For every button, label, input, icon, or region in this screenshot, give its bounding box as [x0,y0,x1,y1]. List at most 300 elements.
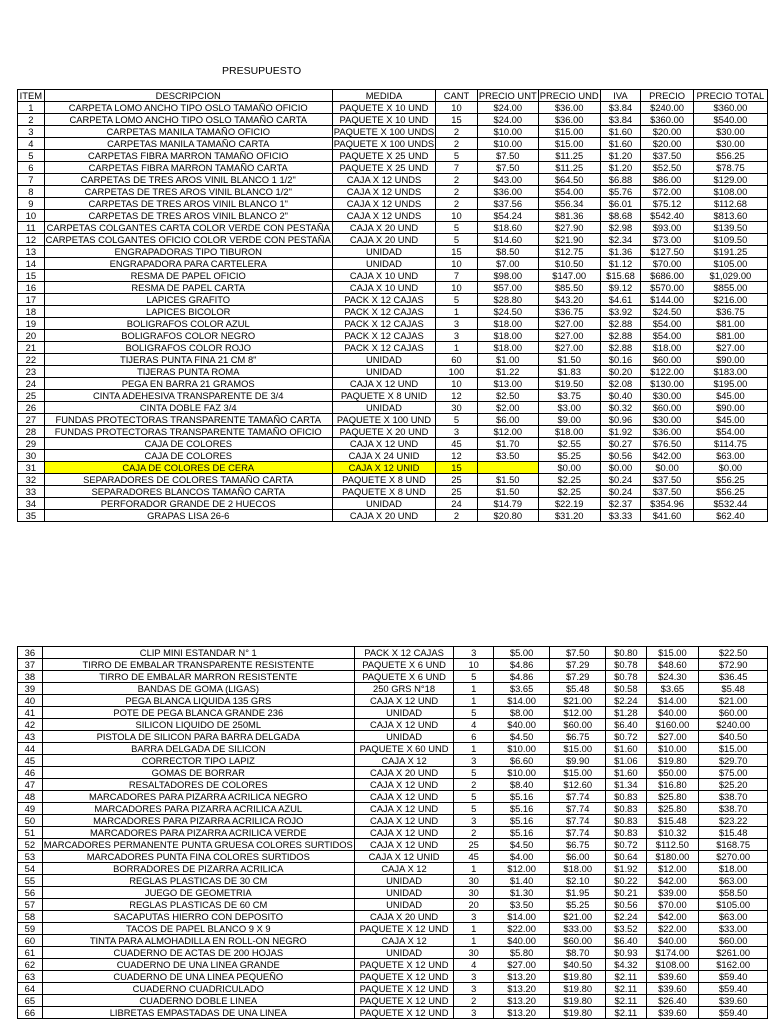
cell-cant[interactable]: 5 [454,767,494,779]
cell-medida[interactable]: CAJA X 12 UND [354,719,453,731]
cell-precio-total[interactable]: $81.00 [693,318,767,330]
cell-precio-total[interactable]: $90.00 [693,402,767,414]
cell-precio-und[interactable]: $7.50 [550,647,606,659]
cell-iva[interactable]: $0.16 [600,354,641,366]
cell-medida[interactable]: CAJA X 12 UND [332,438,435,450]
cell-item[interactable]: 27 [18,414,45,426]
cell-precio[interactable]: $240.00 [641,102,694,114]
cell-precio-unt[interactable]: $7.50 [477,150,538,162]
cell-medida[interactable]: PAQUETE X 100 UNDS [333,138,435,149]
cell-item[interactable]: 50 [18,815,43,827]
cell-medida[interactable]: PACK X 12 CAJAS [332,306,435,318]
cell-descripcion[interactable]: CARPETAS DE TRES AROS VINIL BLANCO 1 1/2" [44,174,332,186]
cell-item[interactable]: 24 [18,378,45,390]
cell-precio[interactable]: $76.50 [641,438,694,450]
cell-precio-unt[interactable]: $24.50 [477,306,538,318]
cell-precio[interactable]: $86.00 [641,174,694,186]
cell-item[interactable]: 44 [18,743,43,755]
cell-medida[interactable]: PAQUETE X 12 UND [354,995,453,1007]
cell-iva[interactable]: $0.72 [606,731,646,743]
cell-precio[interactable]: $570.00 [641,282,694,294]
cell-precio-total[interactable]: $38.70 [699,791,768,803]
cell-precio-und[interactable]: $7.29 [550,671,606,683]
cell-precio-total[interactable]: $813.60 [693,210,767,222]
cell-iva[interactable]: $1.92 [600,426,641,438]
cell-descripcion[interactable]: CAJA DE COLORES [44,450,332,462]
cell-iva[interactable]: $0.32 [600,402,641,414]
cell-medida[interactable]: PAQUETE X 10 UND [332,102,435,114]
cell-item[interactable]: 6 [18,162,45,174]
cell-iva[interactable]: $0.83 [606,827,646,839]
cell-descripcion[interactable]: GRAPAS LISA 26-6 [44,510,332,522]
cell-precio[interactable]: $25.80 [646,803,699,815]
cell-descripcion[interactable]: CARPETA LOMO ANCHO TIPO OSLO TAMAÑO OFICIO [44,102,332,114]
cell-precio-total[interactable]: $60.00 [699,935,768,947]
cell-medida[interactable]: UNIDAD [354,899,453,911]
cell-precio-und[interactable]: $15.00 [538,138,600,150]
cell-precio-und[interactable]: $3.75 [538,390,600,402]
cell-precio-total[interactable]: $270.00 [699,851,768,863]
cell-iva[interactable]: $2.37 [600,498,641,510]
cell-cant[interactable]: 10 [454,659,494,671]
cell-precio[interactable]: $160.00 [646,719,699,731]
cell-descripcion[interactable]: ENGRAPADORAS TIPO TIBURON [44,246,332,258]
cell-iva[interactable]: $3.33 [600,510,641,522]
cell-medida[interactable]: PAQUETE X 12 UND [354,971,453,983]
cell-item[interactable]: 14 [18,258,45,270]
cell-descripcion[interactable]: PERFORADOR GRANDE DE 2 HUECOS [44,498,332,510]
cell-precio-unt[interactable]: $13.20 [494,971,550,983]
cell-descripcion[interactable]: CARPETAS DE TRES AROS VINIL BLANCO 2" [44,210,332,222]
cell-precio-total[interactable]: $45.00 [693,390,767,402]
cell-medida[interactable]: PAQUETE X 12 UND [354,1007,453,1019]
cell-cant[interactable]: 15 [436,462,478,474]
cell-precio-unt[interactable]: $6.00 [477,414,538,426]
cell-precio-und[interactable]: $31.20 [538,510,600,522]
cell-iva[interactable]: $1.92 [606,863,646,875]
cell-descripcion[interactable]: LIBRETAS EMPASTADAS DE UNA LINEA [42,1007,354,1019]
cell-descripcion[interactable]: SILICON LIQUIDO DE 250ML [42,719,354,731]
cell-precio-total[interactable]: $62.40 [693,510,767,522]
cell-precio-total[interactable]: $30.00 [693,138,767,150]
cell-iva[interactable]: $2.34 [600,234,641,246]
cell-precio-und[interactable]: $27.90 [538,222,600,234]
cell-iva[interactable]: $0.21 [606,887,646,899]
cell-descripcion[interactable]: REGLAS PLASTICAS DE 30 CM [42,875,354,887]
cell-iva[interactable]: $1.12 [600,258,641,270]
cell-cant[interactable]: 45 [454,851,494,863]
cell-cant[interactable]: 2 [454,995,494,1007]
cell-medida[interactable]: CAJA X 20 UND [354,767,453,779]
cell-descripcion[interactable]: SEPARADORES DE COLORES TAMAÑO CARTA [44,474,332,486]
cell-iva[interactable]: $0.20 [600,366,641,378]
cell-iva[interactable]: $2.88 [600,330,641,342]
cell-iva[interactable]: $3.84 [600,114,641,126]
cell-item[interactable]: 2 [18,114,45,126]
cell-precio-total[interactable]: $5.48 [699,683,768,695]
cell-precio-und[interactable]: $7.74 [550,827,606,839]
cell-descripcion[interactable]: MARCADORES PERMANENTE PUNTA GRUESA COLORES SURTIDOS [43,839,353,850]
cell-item[interactable]: 47 [18,779,43,791]
cell-precio-unt[interactable]: $13.20 [494,1007,550,1019]
cell-item[interactable]: 35 [18,510,45,522]
cell-cant[interactable]: 1 [454,683,494,695]
cell-precio-unt[interactable]: $12.00 [494,863,550,875]
cell-medida[interactable]: CAJA X 20 UND [332,222,435,234]
cell-precio-unt[interactable]: $2.00 [477,402,538,414]
cell-precio-und[interactable]: $7.74 [550,791,606,803]
cell-medida[interactable]: 250 GRS N°18 [354,683,453,695]
cell-precio[interactable]: $27.00 [646,731,699,743]
cell-precio-und[interactable]: $21.90 [538,234,600,246]
cell-cant[interactable]: 30 [454,947,494,959]
cell-precio-und[interactable]: $22.19 [538,498,600,510]
cell-descripcion[interactable]: CARPETAS DE TRES AROS VINIL BLANCO 1" [44,198,332,210]
cell-medida[interactable]: UNIDAD [332,354,435,366]
cell-precio-und[interactable]: $27.00 [538,318,600,330]
cell-precio[interactable]: $122.00 [641,366,694,378]
cell-precio-unt[interactable]: $10.00 [494,767,550,779]
cell-cant[interactable]: 60 [436,354,478,366]
cell-precio[interactable]: $22.00 [646,923,699,935]
cell-item[interactable]: 40 [18,695,43,707]
cell-medida[interactable]: CAJA X 12 [354,863,453,875]
cell-descripcion[interactable]: FUNDAS PROTECTORAS TRANSPARENTE TAMAÑO OFICIO [44,426,332,438]
cell-cant[interactable]: 1 [454,935,494,947]
cell-precio-total[interactable]: $58.50 [699,887,768,899]
cell-precio-total[interactable]: $112.68 [693,198,767,210]
cell-medida[interactable]: UNIDAD [332,246,435,258]
cell-cant[interactable]: 5 [454,803,494,815]
cell-precio-total[interactable]: $22.50 [699,647,768,659]
cell-precio[interactable]: $16.80 [646,779,699,791]
cell-precio-unt[interactable]: $5.16 [494,815,550,827]
cell-item[interactable]: 28 [18,426,45,438]
cell-item[interactable]: 21 [18,342,45,354]
cell-iva[interactable]: $0.24 [600,474,641,486]
cell-medida[interactable]: CAJA X 10 UND [332,282,435,294]
cell-precio-unt[interactable]: $54.24 [477,210,538,222]
cell-precio-total[interactable]: $45.00 [693,414,767,426]
cell-descripcion[interactable]: TIRRO DE EMBALAR TRANSPARENTE RESISTENTE [42,659,354,671]
cell-precio-unt[interactable]: $4.50 [494,731,550,743]
cell-precio-unt[interactable]: $2.50 [477,390,538,402]
cell-iva[interactable]: $0.40 [600,390,641,402]
cell-precio-und[interactable]: $36.75 [538,306,600,318]
cell-cant[interactable]: 3 [454,971,494,983]
cell-item[interactable]: 55 [18,875,43,887]
cell-medida[interactable]: CAJA X 12 UNID [354,851,453,863]
cell-precio-unt[interactable]: $18.60 [477,222,538,234]
cell-item[interactable]: 17 [18,294,45,306]
cell-precio-unt[interactable]: $24.00 [477,102,538,114]
cell-iva[interactable]: $2.88 [600,318,641,330]
cell-cant[interactable]: 5 [436,294,478,306]
cell-precio[interactable]: $60.00 [641,402,694,414]
cell-descripcion[interactable]: CAJA DE COLORES DE CERA [44,462,332,474]
cell-descripcion[interactable]: MARCADORES PARA PIZARRA ACRILICA ROJO [42,815,354,827]
cell-precio-und[interactable]: $6.75 [550,731,606,743]
cell-precio-total[interactable]: $108.00 [693,186,767,198]
cell-precio-unt[interactable]: $13.00 [477,378,538,390]
cell-precio-und[interactable]: $60.00 [550,935,606,947]
cell-item[interactable]: 63 [18,971,43,983]
cell-precio[interactable]: $20.00 [641,138,694,150]
cell-medida[interactable]: CAJA X 12 UND [354,815,453,827]
cell-precio[interactable]: $40.00 [646,707,699,719]
cell-item[interactable]: 66 [18,1007,43,1019]
cell-precio-und[interactable]: $5.48 [550,683,606,695]
cell-item[interactable]: 1 [18,102,45,114]
cell-item[interactable]: 20 [18,330,45,342]
cell-iva[interactable]: $1.20 [600,150,641,162]
cell-descripcion[interactable]: RESMA DE PAPEL OFICIO [44,270,332,282]
cell-item[interactable]: 19 [18,318,45,330]
cell-precio-und[interactable]: $6.75 [550,839,606,851]
cell-precio-und[interactable]: $27.00 [538,330,600,342]
cell-precio-und[interactable]: $11.25 [538,150,600,162]
cell-precio-total[interactable]: $27.00 [693,342,767,354]
cell-cant[interactable]: 4 [454,719,494,731]
cell-descripcion[interactable]: GOMAS DE BORRAR [42,767,354,779]
cell-descripcion[interactable]: TIJERAS PUNTA ROMA [44,366,332,378]
cell-precio-unt[interactable]: $4.86 [494,659,550,671]
cell-precio-und[interactable]: $15.00 [538,126,600,138]
cell-descripcion[interactable]: PISTOLA DE SILICON PARA BARRA DELGADA [42,731,354,743]
cell-descripcion[interactable]: CARPETA LOMO ANCHO TIPO OSLO TAMAÑO CARTA [44,114,332,126]
cell-iva[interactable]: $0.24 [600,486,641,498]
cell-precio[interactable]: $37.50 [641,150,694,162]
cell-precio[interactable]: $144.00 [641,294,694,306]
cell-precio-total[interactable]: $56.25 [693,486,767,498]
cell-cant[interactable]: 2 [436,174,478,186]
cell-precio-total[interactable]: $21.00 [699,695,768,707]
cell-item[interactable]: 39 [18,683,43,695]
cell-iva[interactable]: $0.93 [606,947,646,959]
cell-cant[interactable]: 25 [436,486,478,498]
cell-cant[interactable]: 100 [436,366,478,378]
cell-precio-unt[interactable]: $18.00 [477,330,538,342]
cell-precio-und[interactable]: $18.00 [550,863,606,875]
cell-medida[interactable]: PAQUETE X 60 UND [354,743,453,755]
cell-precio-total[interactable]: $18.00 [699,863,768,875]
cell-cant[interactable]: 3 [454,983,494,995]
cell-cant[interactable]: 3 [454,647,494,659]
cell-precio[interactable]: $24.30 [646,671,699,683]
cell-iva[interactable]: $1.20 [600,162,641,174]
cell-precio[interactable]: $40.00 [646,935,699,947]
cell-precio[interactable]: $70.00 [641,258,694,270]
cell-medida[interactable]: PACK X 12 CAJAS [332,330,435,342]
cell-precio-und[interactable]: $10.50 [538,258,600,270]
cell-iva[interactable]: $2.11 [606,995,646,1007]
cell-descripcion[interactable]: CINTA ADEHESIVA TRANSPARENTE DE 3/4 [44,390,332,402]
cell-medida[interactable]: PAQUETE X 6 UND [354,659,453,671]
cell-precio-unt[interactable]: $98.00 [477,270,538,282]
cell-precio-total[interactable]: $30.00 [693,126,767,138]
cell-precio-unt[interactable]: $6.60 [494,755,550,767]
cell-precio-unt[interactable]: $37.56 [477,198,538,210]
cell-descripcion[interactable]: MARCADORES PARA PIZARRA ACRILICA AZUL [42,803,354,815]
cell-precio[interactable]: $180.00 [646,851,699,863]
cell-cant[interactable]: 4 [454,959,494,971]
cell-precio-und[interactable]: $19.80 [550,1007,606,1019]
cell-item[interactable]: 25 [18,390,45,402]
cell-item[interactable]: 54 [18,863,43,875]
cell-precio-und[interactable]: $19.50 [538,378,600,390]
cell-iva[interactable]: $2.24 [606,695,646,707]
cell-precio-und[interactable]: $21.00 [550,695,606,707]
cell-precio-unt[interactable]: $8.00 [494,707,550,719]
cell-iva[interactable]: $1.60 [600,126,641,138]
cell-precio[interactable]: $18.00 [641,342,694,354]
cell-precio-total[interactable]: $0.00 [693,462,767,474]
cell-medida[interactable]: PAQUETE X 10 UND [332,114,435,126]
cell-precio-unt[interactable]: $3.50 [477,450,538,462]
cell-precio-unt[interactable] [477,462,538,474]
cell-medida[interactable]: CAJA X 12 UNDS [332,174,435,186]
cell-item[interactable]: 32 [18,474,45,486]
cell-medida[interactable]: PAQUETE X 100 UNDS [333,126,435,137]
cell-iva[interactable]: $0.96 [600,414,641,426]
cell-precio-und[interactable]: $2.25 [538,486,600,498]
cell-precio-total[interactable]: $63.00 [693,450,767,462]
cell-item[interactable]: 22 [18,354,45,366]
cell-precio-total[interactable]: $261.00 [699,947,768,959]
cell-iva[interactable]: $1.28 [606,707,646,719]
cell-item[interactable]: 15 [18,270,45,282]
cell-iva[interactable]: $0.27 [600,438,641,450]
cell-iva[interactable]: $1.60 [600,138,641,150]
cell-iva[interactable]: $2.08 [600,378,641,390]
cell-descripcion[interactable]: CARPETAS COLGANTES CARTA COLOR VERDE CON PESTAÑA [44,222,332,234]
cell-item[interactable]: 7 [18,174,45,186]
cell-medida[interactable]: UNIDAD [332,498,435,510]
cell-precio-und[interactable]: $21.00 [550,911,606,923]
cell-precio-unt[interactable]: $20.80 [477,510,538,522]
cell-precio-unt[interactable]: $7.50 [477,162,538,174]
cell-iva[interactable]: $2.11 [606,971,646,983]
cell-medida[interactable]: PAQUETE X 12 UND [354,983,453,995]
cell-precio-total[interactable]: $855.00 [693,282,767,294]
cell-iva[interactable]: $2.11 [606,1007,646,1019]
cell-precio-und[interactable]: $33.00 [550,923,606,935]
cell-iva[interactable]: $6.40 [606,935,646,947]
cell-precio[interactable]: $30.00 [641,414,694,426]
cell-descripcion[interactable]: TIJERAS PUNTA FINA 21 CM 8" [44,354,332,366]
cell-precio-unt[interactable]: $14.60 [477,234,538,246]
cell-iva[interactable]: $0.00 [600,462,641,474]
cell-cant[interactable]: 3 [454,911,494,923]
cell-item[interactable]: 60 [18,935,43,947]
cell-precio-unt[interactable]: $5.16 [494,827,550,839]
cell-precio-total[interactable]: $15.00 [699,743,768,755]
cell-precio-und[interactable]: $12.60 [550,779,606,791]
cell-item[interactable]: 49 [18,803,43,815]
cell-precio[interactable]: $39.60 [646,971,699,983]
cell-precio-total[interactable]: $59.40 [699,983,768,995]
cell-medida[interactable]: PAQUETE X 25 UND [332,150,435,162]
cell-item[interactable]: 43 [18,731,43,743]
cell-item[interactable]: 34 [18,498,45,510]
cell-item[interactable]: 57 [18,899,43,911]
cell-precio[interactable]: $10.32 [646,827,699,839]
cell-precio[interactable]: $39.60 [646,983,699,995]
cell-precio-und[interactable]: $1.95 [550,887,606,899]
cell-precio-total[interactable]: $36.75 [693,306,767,318]
cell-descripcion[interactable]: PEGA EN BARRA 21 GRAMOS [44,378,332,390]
cell-descripcion[interactable]: MARCADORES PARA PIZARRA ACRILICA VERDE [42,827,354,839]
cell-precio-und[interactable]: $147.00 [538,270,600,282]
cell-precio-und[interactable]: $12.75 [538,246,600,258]
cell-medida[interactable]: PAQUETE X 100 UND [332,414,435,426]
cell-descripcion[interactable]: FUNDAS PROTECTORAS TRANSPARENTE TAMAÑO CARTA [44,414,332,426]
cell-item[interactable]: 23 [18,366,45,378]
cell-cant[interactable]: 5 [436,150,478,162]
cell-precio[interactable]: $14.00 [646,695,699,707]
cell-medida[interactable]: PAQUETE X 25 UND [332,162,435,174]
cell-descripcion[interactable]: BOLIGRAFOS COLOR AZUL [44,318,332,330]
cell-precio-unt[interactable]: $36.00 [477,186,538,198]
cell-item[interactable]: 12 [18,234,45,246]
cell-iva[interactable]: $0.83 [606,803,646,815]
cell-medida[interactable]: PAQUETE X 12 UND [354,923,453,935]
cell-precio-und[interactable]: $7.74 [550,815,606,827]
cell-precio-total[interactable]: $129.00 [693,174,767,186]
cell-descripcion[interactable]: MARCADORES PARA PIZARRA ACRILICA NEGRO [42,791,354,803]
cell-iva[interactable]: $0.56 [606,899,646,911]
cell-item[interactable]: 61 [18,947,43,959]
cell-cant[interactable]: 2 [436,126,478,138]
cell-precio[interactable]: $73.00 [641,234,694,246]
cell-precio[interactable]: $10.00 [646,743,699,755]
cell-precio-unt[interactable]: $40.00 [494,935,550,947]
cell-cant[interactable]: 2 [436,510,478,522]
cell-medida[interactable]: CAJA X 12 UND [332,378,435,390]
cell-descripcion[interactable]: CARPETAS MANILA TAMAÑO OFICIO [44,126,332,138]
cell-precio[interactable]: $0.00 [641,462,694,474]
cell-iva[interactable]: $9.12 [600,282,641,294]
cell-medida[interactable]: PACK X 12 CAJAS [332,342,435,354]
cell-item[interactable]: 11 [18,222,45,234]
cell-cant[interactable]: 5 [454,707,494,719]
cell-descripcion[interactable]: CUADERNO DE UNA LINEA GRANDE [42,959,354,971]
cell-descripcion[interactable]: BOLIGRAFOS COLOR NEGRO [44,330,332,342]
cell-descripcion[interactable]: BANDAS DE GOMA (LIGAS) [42,683,354,695]
cell-precio-total[interactable]: $540.00 [693,114,767,126]
cell-precio-unt[interactable]: $4.86 [494,671,550,683]
cell-precio-und[interactable]: $19.80 [550,971,606,983]
cell-cant[interactable]: 10 [436,210,478,222]
cell-precio-total[interactable]: $36.45 [699,671,768,683]
cell-precio-und[interactable]: $11.25 [538,162,600,174]
cell-precio-und[interactable]: $54.00 [538,186,600,198]
cell-precio[interactable]: $686.00 [641,270,694,282]
cell-cant[interactable]: 12 [436,390,478,402]
cell-item[interactable]: 5 [18,150,45,162]
cell-medida[interactable]: CAJA X 20 UND [332,234,435,246]
cell-iva[interactable]: $1.06 [606,755,646,767]
cell-cant[interactable]: 30 [436,402,478,414]
cell-precio[interactable]: $130.00 [641,378,694,390]
cell-medida[interactable]: UNIDAD [354,707,453,719]
cell-medida[interactable]: CAJA X 24 UNID [332,450,435,462]
cell-precio-total[interactable]: $360.00 [693,102,767,114]
cell-descripcion[interactable]: SEPARADORES BLANCOS TAMAÑO CARTA [44,486,332,498]
cell-precio-total[interactable]: $63.00 [699,875,768,887]
cell-precio-unt[interactable]: $57.00 [477,282,538,294]
cell-precio-und[interactable]: $15.00 [550,767,606,779]
